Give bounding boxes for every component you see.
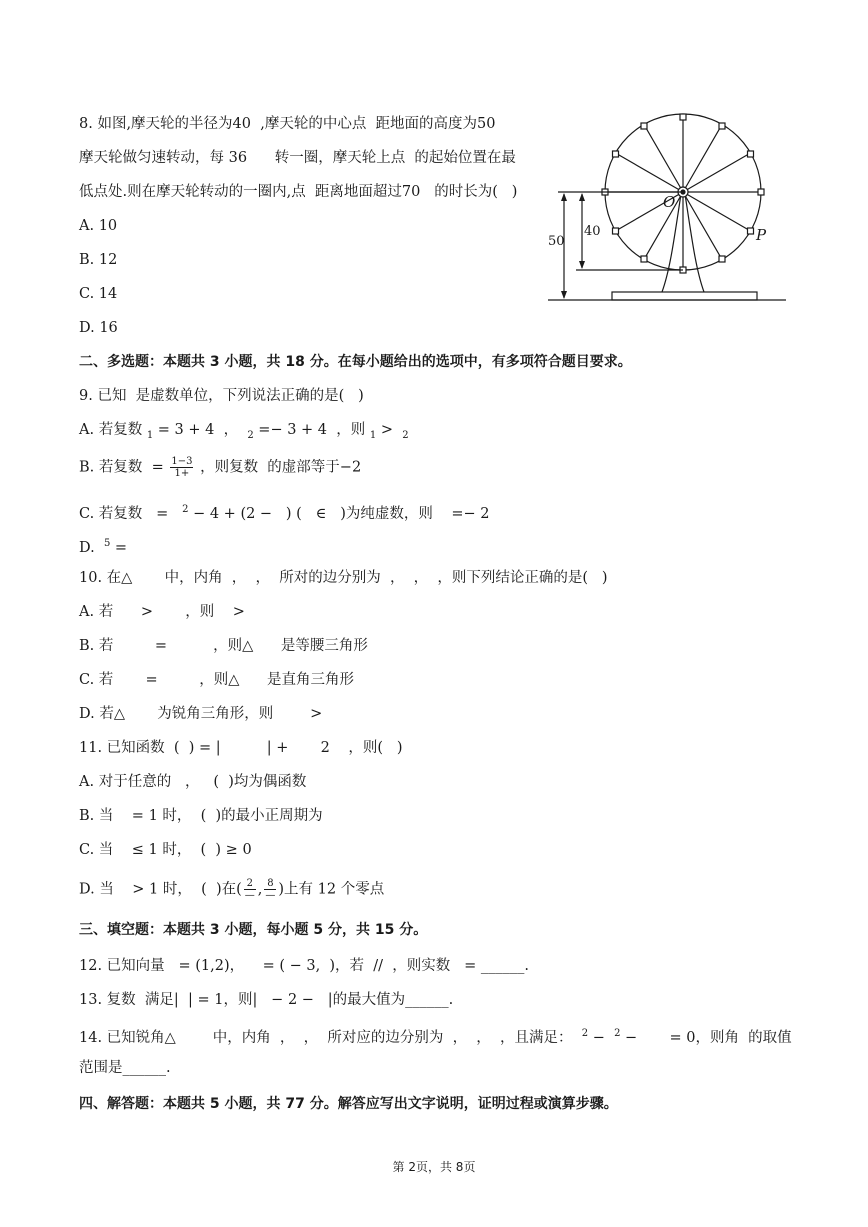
q10-option-a: A. 若 > ，则 > — [79, 604, 245, 620]
support-right — [685, 194, 704, 292]
q9-option-c: C. 若复数 = $^2$ − 4 + (2 − ) ( ∈ )为纯虚数，则 =− 2 — [79, 504, 490, 522]
q10-stem: 10. 在△ 中，内角 ， ， 所对的边分别为 ， ， ，则下列结论正确的是( ) — [79, 570, 608, 586]
q11-option-c: C. 当 ≤ 1 时， ( ) ≥ 0 — [79, 842, 252, 858]
q8-option-a: A. 10 — [79, 218, 118, 234]
section-3-title: 三、填空题：本题共 3 小题，每小题 5 分，共 15 分。 — [79, 922, 428, 938]
q8-stem-line2: 摩天轮做匀速转动，每 36 转一圈，摩天轮上点 的起始位置在最 — [79, 150, 516, 166]
wheel-base — [612, 292, 757, 300]
q11-option-a: A. 对于任意的 ， ( )均为偶函数 — [79, 774, 307, 790]
page-footer: 第 2页，共 8页 — [392, 1160, 476, 1174]
q8-stem-line1: 8. 如图,摩天轮的半径为40 ,摩天轮的中心点 距地面的高度为50 — [79, 116, 496, 132]
q11-option-d: D. 当 > 1 时， ( )在( $\frac{2}{—}$ , $\frac{8}{—}$ )上有 12 个零点 — [79, 878, 385, 901]
ferris-wheel-figure — [548, 110, 788, 305]
q11-d-fraction-2: $\frac{8}{—}$ — [265, 878, 276, 901]
q9-stem: 9. 已知 是虚数单位，下列说法正确的是( ) — [79, 388, 364, 404]
q11-option-b: B. 当 = 1 时， ( )的最小正周期为 — [79, 808, 323, 824]
q9-b-fraction: $\frac{1-3}{1+}$ — [171, 456, 193, 479]
q11-stem: 11. 已知函数 ( ) = | | + 2 ，则( ) — [79, 740, 403, 756]
q9-option-d: D. $^5$ = — [79, 538, 128, 556]
q14-line1: 14. 已知锐角△ 中，内角 ， ， 所对应的边分别为 ， ， ，且满足： $^2$ − $^2$ − = 0，则角 的取值 — [79, 1028, 792, 1046]
label-50: 50 — [548, 234, 565, 249]
q11-d-fraction-1: $\frac{2}{—}$ — [244, 878, 255, 901]
section-4-title: 四、解答题：本题共 5 小题，共 77 分。解答应写出文字说明，证明过程或演算步骤。 — [79, 1096, 618, 1112]
section-2-title: 二、多选题：本题共 3 小题，共 18 分。在每小题给出的选项中，有多项符合题目要求。 — [79, 354, 632, 370]
q13-text: 13. 复数 满足| | = 1，则| − 2 − |的最大值为______. — [79, 992, 454, 1008]
q9-option-b: B. 若复数 = $\frac{1-3}{1+}$ ，则复数 的虚部等于−2 — [79, 456, 362, 479]
q8-option-b: B. 12 — [79, 252, 118, 268]
label-p: P — [756, 226, 767, 244]
q10-option-b: B. 若 = ，则△ 是等腰三角形 — [79, 638, 368, 654]
ferris-wheel-diagram — [548, 110, 788, 305]
label-40: 40 — [584, 224, 601, 239]
q8-stem-line3: 低点处.则在摩天轮转动的一圈内,点 距离地面超过70 的时长为( ) — [79, 184, 518, 200]
q10-option-c: C. 若 = ，则△ 是直角三角形 — [79, 672, 354, 688]
q14-line2: 范围是______. — [79, 1060, 171, 1076]
q12-text: 12. 已知向量 = (1,2)， = ( − 3, )，若 // ，则实数 = ______. — [79, 958, 529, 974]
q8-option-c: C. 14 — [79, 286, 118, 302]
label-o: O — [663, 193, 676, 211]
q10-option-d: D. 若△ 为锐角三角形，则 > — [79, 706, 323, 722]
q8-option-d: D. 16 — [79, 320, 118, 336]
q9-option-a: A. 若复数 $_1$ = 3 + 4 ， $_2$ =− 3 + 4 ，则 $_1$ > $_2$ — [79, 422, 409, 441]
